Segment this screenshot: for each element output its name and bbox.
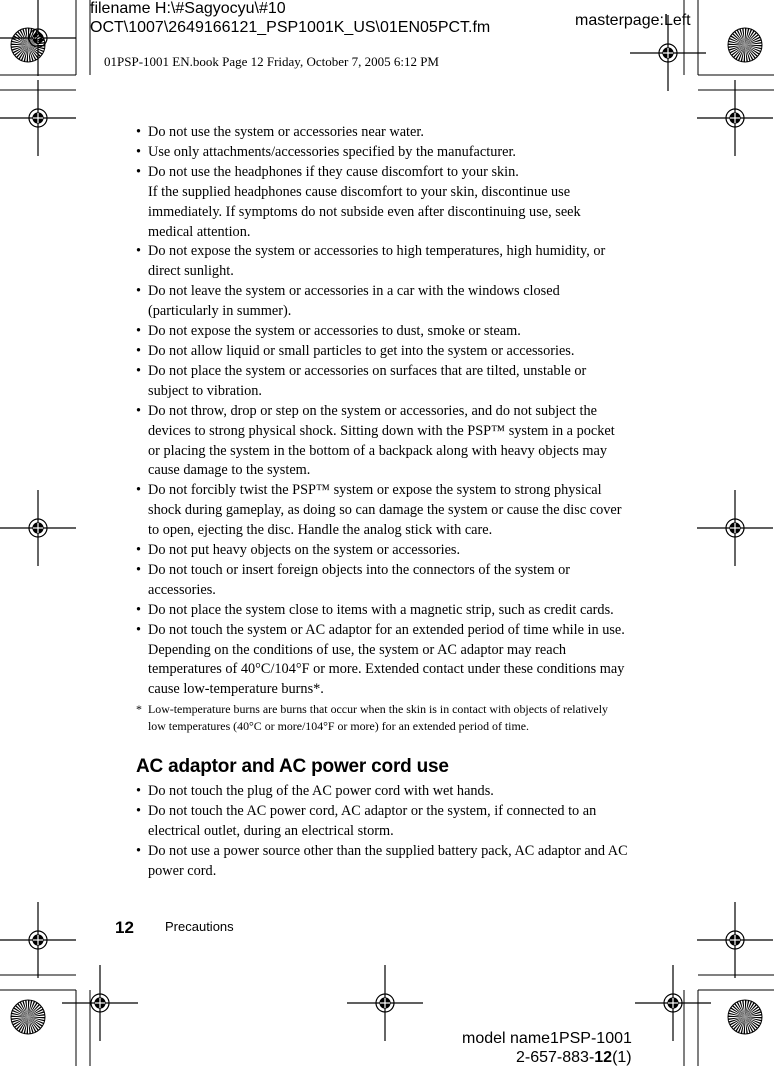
list-item xyxy=(136,143,628,163)
model-code-suffix: (1) xyxy=(612,1049,632,1066)
registration-mark xyxy=(347,965,423,1041)
model-code-page: 12 xyxy=(594,1049,613,1066)
list-item xyxy=(136,601,628,621)
registration-mark xyxy=(0,0,76,76)
list-item xyxy=(136,802,628,842)
bullet-dot: • xyxy=(136,542,142,559)
list-item-subtext: If the supplied headphones cause discomfort to your skin, discontinue use immediately. If symptoms do not subside even after discontinuing use, seek medical attention. xyxy=(148,183,581,240)
list-item xyxy=(136,541,628,561)
list-item xyxy=(136,402,628,482)
registration-mark xyxy=(697,80,773,156)
footnote-text: Low-temperature burns are burns that occur when the skin is in contact with objects of relatively low temperatures (40°C or more/104°F or more) for an extended period of time. xyxy=(148,702,608,733)
list-item-text: Do not use the headphones if they cause discomfort to your skin. xyxy=(148,163,519,180)
bullet-dot: • xyxy=(136,243,142,260)
footer-model-line2 xyxy=(516,1049,632,1067)
registration-mark xyxy=(697,490,773,566)
registration-mark xyxy=(697,902,773,978)
bullet-dot: • xyxy=(136,143,142,160)
list-item-text: Do not throw, drop or step on the system or accessories, and do not subject the devices to strong physical shock. Sitting down with the PSP™ system in a pocket or placing the system in the bottom of a backpack along with heavy objects may cause damage to the system. xyxy=(148,402,615,479)
bullet-dot: • xyxy=(136,163,142,180)
list-item-text: Do not touch the system or AC adaptor for an extended period of time while in use. Depending on the conditions of use, the system or AC adaptor may reach temperatures of 40°C/104°F or more. Extended contact under these conditions may cause low-temperature burns*. xyxy=(148,621,625,698)
section-heading: AC adaptor and AC power cord use xyxy=(136,756,449,778)
list-item xyxy=(136,362,628,402)
header-masterpage: masterpage:Left xyxy=(575,12,691,29)
list-item xyxy=(136,242,628,282)
footnote-marker: * xyxy=(136,702,142,717)
registration-mark xyxy=(62,965,138,1041)
list-item-text: Do not allow liquid or small particles to get into the system or accessories. xyxy=(148,342,575,359)
starburst-mark xyxy=(11,28,45,62)
list-item-text: Do not forcibly twist the PSP™ system or expose the system to strong physical shock during gameplay, as doing so can damage the system or cause the disc cover to open, ejecting the disc. Handle the analog stick with care. xyxy=(148,482,622,539)
list-item xyxy=(136,561,628,601)
bullet-dot: • xyxy=(136,124,142,140)
list-item xyxy=(136,481,628,541)
starburst-mark xyxy=(728,28,762,62)
registration-mark xyxy=(635,965,711,1041)
list-item-text: Do not touch the plug of the AC power cord with wet hands. xyxy=(148,783,494,800)
list-item-text: Use only attachments/accessories specified by the manufacturer. xyxy=(148,143,517,160)
list-item-text: Do not touch or insert foreign objects into the connectors of the system or accessories. xyxy=(148,561,571,598)
list-item-text: Do not use a power source other than the supplied battery pack, AC adaptor and AC power cord. xyxy=(148,843,628,879)
model-code-prefix: 2-657-883- xyxy=(516,1049,595,1066)
list-item xyxy=(136,782,628,802)
list-item xyxy=(136,163,628,243)
header-book-line: 01PSP-1001 EN.book Page 12 Friday, October 7, 2005 6:12 PM xyxy=(104,54,439,69)
page-section-name: Precautions xyxy=(165,919,234,934)
list-item-text: Do not place the system or accessories on surfaces that are tilted, unstable or subject to vibration. xyxy=(148,362,587,399)
bullet-dot: • xyxy=(136,402,142,419)
registration-mark xyxy=(0,490,76,566)
bullet-dot: • xyxy=(136,323,142,340)
list-item-text: Do not expose the system or accessories to high temperatures, high humidity, or direct sunlight. xyxy=(148,243,606,280)
list-item xyxy=(136,282,628,322)
list-item xyxy=(136,842,628,882)
list-item-text: Do not expose the system or accessories to dust, smoke or steam. xyxy=(148,323,521,340)
list-item xyxy=(136,123,628,143)
bullet-dot: • xyxy=(136,362,142,379)
registration-mark xyxy=(0,80,76,156)
list-item-text: Do not touch the AC power cord, AC adaptor or the system, if connected to an electrical outlet, during an electrical storm. xyxy=(148,803,597,840)
bullet-dot: • xyxy=(136,482,142,499)
bullet-dot: • xyxy=(136,803,142,820)
bullet-dot: • xyxy=(136,561,142,578)
bullet-dot: • xyxy=(136,843,142,859)
footer-model-line1: model name1PSP-1001 xyxy=(462,1030,632,1047)
header-filename-line1: filename H:\#Sagyocyu\#10 xyxy=(90,0,286,17)
list-item xyxy=(136,621,628,701)
list-item xyxy=(136,342,628,362)
registration-mark xyxy=(0,902,76,978)
list-item-text: Do not use the system or accessories near water. xyxy=(148,124,424,140)
bullet-dot: • xyxy=(136,601,142,618)
list-item-text: Do not leave the system or accessories in a car with the windows closed (particularly in summer). xyxy=(148,283,560,320)
page-content xyxy=(136,123,628,882)
list-item xyxy=(136,322,628,342)
bullet-dot: • xyxy=(136,621,142,638)
list-item-text: Do not place the system close to items with a magnetic strip, such as credit cards. xyxy=(148,601,614,618)
bullet-dot: • xyxy=(136,783,142,800)
precautions-list xyxy=(136,123,628,700)
header-filename-line2: OCT\1007\2649166121_PSP1001K_US\01EN05PCT.fm xyxy=(90,19,491,36)
page-number: 12 xyxy=(115,918,134,937)
bullet-dot: • xyxy=(136,283,142,300)
footnote xyxy=(136,701,628,734)
list-item-text: Do not put heavy objects on the system or accessories. xyxy=(148,542,461,559)
starburst-mark xyxy=(11,1000,45,1034)
starburst-mark xyxy=(728,1000,762,1034)
ac-adaptor-list xyxy=(136,782,628,882)
bullet-dot: • xyxy=(136,342,142,359)
